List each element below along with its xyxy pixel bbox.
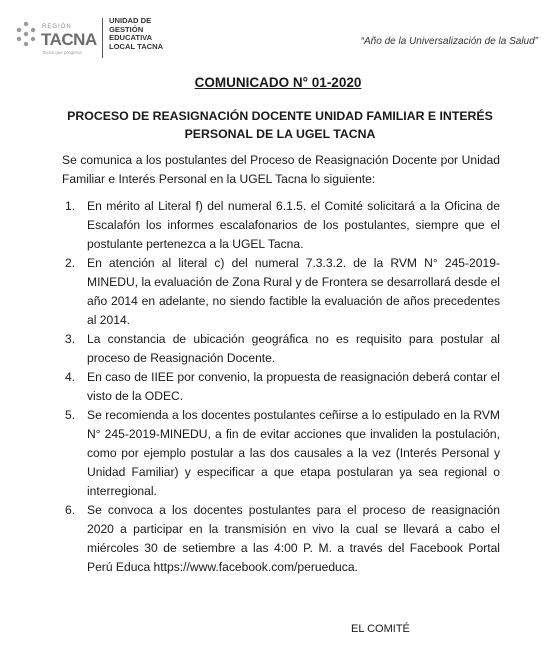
list-item (62, 406, 500, 501)
ugel-line: UNIDAD DE (109, 16, 152, 25)
list-item-text: La constancia de ubicación geográfica no es requisito para postular al proceso de Reasignación Docente. (87, 332, 500, 365)
signature: EL COMITÉ (351, 623, 410, 635)
region-tagline: Tacna que progresa (42, 50, 82, 55)
list-item (62, 501, 500, 577)
list-item-number: 2. (65, 256, 76, 270)
region-label: REGIÓN (42, 24, 72, 30)
intro-paragraph: Se comunica a los postulantes del Proceso de Reasignación Docente por Unidad Familiar e Interés Personal en la UGEL Tacna lo siguiente: (62, 153, 500, 186)
list-item-text: En mérito al Literal f) del numeral 6.1.5. el Comité solicitará a la Oficina de Escalafón los informes escalafonarios de los postulantes, siempre que el postulante pertenezca a la UGEL Tacna. (87, 199, 500, 251)
list-item (62, 330, 500, 368)
header-divider (102, 18, 103, 58)
document-title: COMUNICADO N° 01-2020 (194, 75, 362, 90)
list-item-text: En caso de IIEE por convenio, la propuesta de reasignación deberá contar el visto de la ODEC. (87, 370, 500, 403)
list-item-text: Se convoca a los docentes postulantes para el proceso de reasignación 2020 a participar en la transmisión en vivo la cual se llevará a cabo el miércoles 30 de setiembre a las 4:00 P. M. a través del Facebook Portal Perú Educa https://www.facebook.com/perueduca. (87, 503, 500, 574)
list-item-number: 6. (65, 503, 76, 517)
list-item-number: 3. (65, 332, 76, 346)
year-motto: “Año de la Universalización de la Salud” (360, 36, 538, 47)
list-item-text: Se recomienda a los docentes postulantes ceñirse a lo estipulado en la RVM N° 245-2019-MINEDU, a fin de evitar acciones que invaliden la postulación, como por ejemplo postular a las dos causales a la vez (Interés Personal y Unidad Familiar) y especificar a que etapa postularan ya sea regional o interregional. (87, 408, 500, 498)
ugel-line: LOCAL TACNA (109, 41, 164, 51)
letterhead (14, 14, 544, 64)
list-item (62, 254, 500, 330)
ugel-line: GESTIÓN (109, 24, 144, 34)
list-item-number: 5. (65, 408, 76, 422)
region-logo-icon (14, 20, 38, 50)
numbered-list (62, 197, 500, 577)
document-subtitle: PROCESO DE REASIGNACIÓN DOCENTE UNIDAD FAMILIAR E INTERÉS PERSONAL DE LA UGEL TACNA (67, 109, 493, 141)
list-item-number: 4. (65, 370, 76, 384)
region-city-logo: TACNA (41, 30, 97, 49)
ugel-line: EDUCATIVA (109, 33, 153, 43)
ugel-name (109, 17, 163, 51)
list-item (62, 197, 500, 254)
list-item (62, 368, 500, 406)
list-item-text: En atención al literal c) del numeral 7.3.3.2. de la RVM N° 245-2019-MINEDU, la evaluación de Zona Rural y de Frontera se desarrollará desde el año 2014 en adelante, no siendo factible la evaluación de años precedentes al 2014. (87, 256, 500, 327)
list-item-number: 1. (65, 199, 76, 213)
